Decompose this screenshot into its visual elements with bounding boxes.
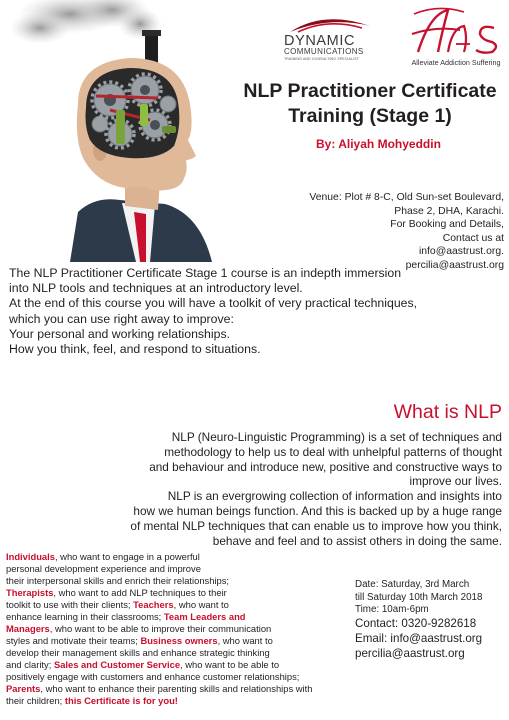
audience-line xyxy=(6,671,351,683)
contact-email: Email: info@aastrust.org xyxy=(355,631,483,645)
aas-logo xyxy=(408,4,504,68)
audience-text: positively engage with customers and enhance customer relationships; xyxy=(6,671,300,682)
audience-text: and clarity; xyxy=(6,659,54,670)
audience-highlight: Business owners xyxy=(140,635,218,646)
audience-text: , who want to xyxy=(217,635,273,646)
schedule-block xyxy=(355,579,505,617)
contact-email-2: percilia@aastrust.org xyxy=(355,646,465,660)
audience-text: , who want to xyxy=(173,599,229,610)
audience-highlight: this Certificate is for you! xyxy=(64,695,178,706)
audience-highlight: Therapists xyxy=(6,587,54,598)
audience-line xyxy=(6,659,351,671)
audience-line xyxy=(6,695,351,707)
audience-line xyxy=(6,551,351,563)
contact-phone: Contact: 0320-9282618 xyxy=(355,617,477,630)
what-is-nlp-heading: What is NLP xyxy=(393,401,502,423)
page-title xyxy=(230,79,509,129)
audience-text: styles and motivate their teams; xyxy=(6,635,141,646)
audience-line xyxy=(6,683,351,695)
audience-text: develop their management skills and enhance strategic thinking xyxy=(6,647,270,658)
venue-line: Venue: Plot # 8-C, Old Sun-set Boulevard, xyxy=(309,192,504,203)
audience-text: their children; xyxy=(6,695,65,706)
audience-text: , who want to be able to improve their communication xyxy=(49,623,272,634)
audience-highlight: Parents xyxy=(6,683,41,694)
contact-block xyxy=(355,617,505,661)
nlp-line: methodology to help us to deal with unhelpful patterns of thought xyxy=(164,444,502,459)
audience-line xyxy=(6,635,351,647)
intro-line: The NLP Practitioner Certificate Stage 1 course is an indepth immersion xyxy=(9,266,402,280)
audience-line xyxy=(6,587,351,599)
dynamic-communications-logo xyxy=(284,12,374,60)
audience-block xyxy=(6,551,351,707)
title-line-2: Training (Stage 1) xyxy=(288,105,452,127)
audience-line xyxy=(6,623,351,635)
man-head-gears-illustration xyxy=(0,0,215,262)
venue-line: Phase 2, DHA, Karachi. xyxy=(394,205,504,217)
author: By: Aliyah Mohyeddin xyxy=(316,137,441,151)
time-line: Time: 10am-6pm xyxy=(355,604,429,616)
nlp-line: how we human beings function. And this is backed up by a huge range xyxy=(133,503,502,518)
date-line: till Saturday 10th March 2018 xyxy=(355,591,483,603)
audience-line xyxy=(6,647,351,659)
intro-line: At the end of this course you will have a toolkit of very practical techniques, xyxy=(9,296,418,311)
audience-line xyxy=(6,563,351,575)
venue-line: For Booking and Details, xyxy=(390,219,504,231)
audience-line xyxy=(6,599,351,611)
venue-line: Contact us at xyxy=(442,232,504,244)
dynamic-logo-name: DYNAMIC xyxy=(284,33,356,49)
audience-highlight: Sales and Customer Service xyxy=(53,659,181,670)
intro-line: into NLP tools and techniques at an introductory level. xyxy=(9,281,303,296)
intro-line: Your personal and working relationships. xyxy=(9,326,231,341)
intro-paragraph xyxy=(9,266,449,357)
intro-line: How you think, feel, and respond to situations. xyxy=(9,342,261,357)
aas-logo-tagline: Alleviate Addiction Suffering xyxy=(411,58,501,67)
dynamic-logo-tagline: TRAINING AND CONSULTING SPECIALIST xyxy=(284,57,360,61)
intro-line: which you can use right away to improve: xyxy=(9,311,234,326)
audience-line xyxy=(6,611,351,623)
nlp-line: improve our lives. xyxy=(409,474,502,489)
date-line: Date: Saturday, 3rd March xyxy=(355,579,470,590)
audience-text: , who want to add NLP techniques to their xyxy=(53,587,227,598)
nlp-line: behave and feel and to assist others in doing the same. xyxy=(212,533,502,548)
nlp-line: of mental NLP techniques that can enable us to improve how you think, xyxy=(130,518,502,533)
nlp-line: and behaviour and introduce new, positive and constructive ways to xyxy=(149,459,502,474)
what-is-nlp-body xyxy=(62,430,502,548)
audience-line xyxy=(6,575,351,587)
nlp-line: NLP is an evergrowing collection of information and insights into xyxy=(167,489,502,504)
venue-email: info@aastrust.org. xyxy=(418,246,504,258)
venue-email: percilia@aastrust.org xyxy=(405,259,504,271)
audience-text: enhance learning in their classrooms; xyxy=(6,611,164,622)
audience-text: , who want to enhance their parenting skills and relationships with xyxy=(40,683,313,694)
venue-block xyxy=(244,191,504,273)
audience-text: , who want to engage in a powerful xyxy=(54,551,200,562)
audience-highlight: Teachers xyxy=(133,599,174,610)
audience-highlight: Managers xyxy=(6,623,50,634)
audience-highlight: Individuals xyxy=(6,551,55,562)
dynamic-logo-name2: COMMUNICATIONS xyxy=(284,47,364,56)
audience-text: personal development experience and improve xyxy=(6,563,201,574)
nlp-line: NLP (Neuro-Linguistic Programming) is a set of techniques and xyxy=(171,430,502,444)
audience-text: , who want to be able to xyxy=(180,659,280,670)
audience-highlight: Team Leaders and xyxy=(163,611,246,622)
audience-text: toolkit to use with their clients; xyxy=(6,599,134,610)
audience-text: their interpersonal skills and enrich their relationships; xyxy=(6,575,230,586)
title-line-1: NLP Practitioner Certificate xyxy=(243,80,497,102)
